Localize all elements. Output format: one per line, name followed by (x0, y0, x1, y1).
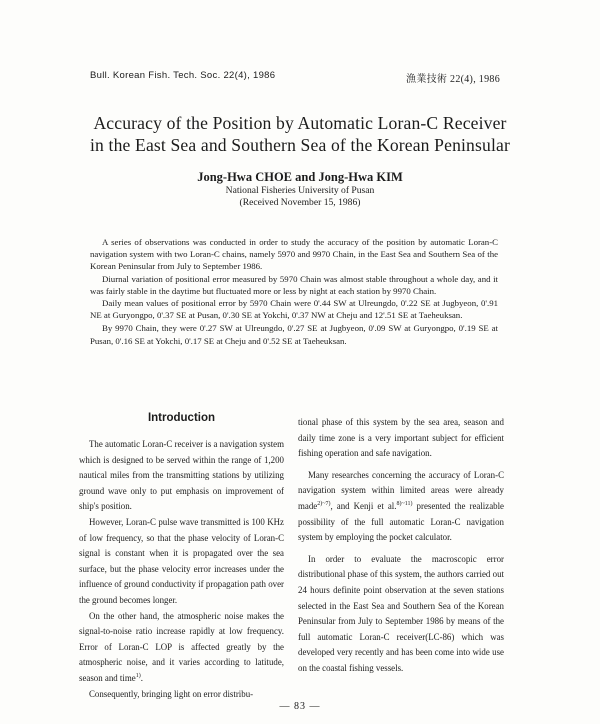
affiliation: National Fisheries University of Pusan (225, 185, 375, 196)
authors: Jong-Hwa CHOE and Jong-Hwa KIM (197, 170, 403, 184)
abstract-paragraph: Diurnal variation of positional error measured by 5970 Chain was almost stable throughout a whole day, and it was fairly stable in the daytime but fluctuated more or less by night at each station by 9970 Chain. (90, 273, 498, 296)
body-paragraph: Consequently, bringing light on error distribu- (89, 688, 254, 699)
abstract (90, 236, 498, 347)
citation: 2)~7) (317, 501, 331, 507)
abstract-paragraph: Daily mean values of positional error by 5970 Chain were 0'.44 SW at Ulreungdo, 0'.22 SE at Jugbyeon, 0'.91 NE at Guryongpo, 0'.37 SE at Pusan, 0'.30 SE at Yokchi, 0'.37 NW at Cheju and 12'.51 SE at Taeheuksan. (90, 298, 498, 321)
citation: 8)~11) (396, 501, 413, 507)
paragraph-text: presented the realizable possibility of the full automatic Loran-C navigation system by employing the pocket calculator. (298, 500, 504, 543)
citation: 1) (135, 672, 141, 679)
abstract-paragraph: By 9970 Chain, they were 0'.27 SW at Ulreungdo, 0'.27 SE at Jugbyeon, 0'.09 SW at Guryongpo, 0'.19 SE at Pusan, 0'.16 SE at Yokchi, 0'.17 SE at Cheju and 0'.52 SE at Taeheuksan. (90, 323, 498, 346)
received-date: (Received November 15, 1986) (239, 197, 361, 208)
paragraph-text: On the other hand, the atmospheric noise makes the signal-to-noise ratio increase rapidly at low frequency. Error of Loran-C LOP is affected greatly by the atmospheric noise, and it varies according to latitude, season and time (79, 610, 284, 683)
body-paragraph: In order to evaluate the macroscopic error distributional phase of this system, the authors carried out 24 hours definite point observation at the seven stations selected in the East Sea and Southern Sea of the Korean Peninsular from July to September 1986 by means of the full automatic Loran-C receiver(LC-86) which was developed very recently and has been come into wide use on the coastal fishing vessels. (298, 553, 504, 673)
abstract-paragraph: A series of observations was conducted in order to study the accuracy of the position by automatic Loran-C navigation system with two Loran-C chains, namely 5970 and 9970 Chain, in the East Sea and Southern Sea of the Korean Peninsular from July to September 1986. (90, 237, 498, 272)
title-line: Accuracy of the Position by Automatic Loran-C Receiver (93, 113, 507, 133)
right-column (298, 415, 504, 677)
body-paragraph: The automatic Loran-C receiver is a navigation system which is designed to be served within the range of 1,200 nautical miles from the transmitting stations by utilizing ground wave only to put emphasis on improvement of ship's position. (79, 439, 284, 512)
body-paragraph: tional phase of this system by the sea area, season and daily time zone is a very important subject for efficient fishing operation and safe navigation. (298, 417, 504, 459)
left-column (79, 417, 284, 702)
paper-title (40, 112, 560, 156)
body-paragraph: However, Loran-C pulse wave transmitted is 100 KHz of low frequency, so that the phase velocity of Loran-C signal is constant when it is propagated over the sea surface, but the phase velocity error increases under the influence of ground conductivity if propagation path over the ground becomes longer. (79, 516, 284, 605)
body-paragraph: On the other hand, the atmospheric noise makes the signal-to-noise ratio increase rapidly at low frequency. Error of Loran-C LOP is affected greatly by the atmospheric noise, and it varies according to latitude, season and time$^{1)}$. (79, 610, 284, 683)
title-line: in the East Sea and Southern Sea of the Korean Peninsular (90, 135, 510, 155)
body-paragraph (298, 468, 504, 546)
paragraph-text: Many researches concerning the accuracy of Loran-C navigation system within limited areas were already made (298, 469, 504, 511)
section-heading: Introduction (147, 412, 216, 424)
header-citation-english: Bull. Korean Fish. Tech. Soc. 22(4), 1986 (90, 70, 276, 81)
header-citation-japanese: 漁業技術 22(4), 1986 (406, 74, 500, 85)
paragraph-text: , and Kenji et al. (330, 500, 397, 511)
page-number: — 83 — (279, 701, 321, 712)
